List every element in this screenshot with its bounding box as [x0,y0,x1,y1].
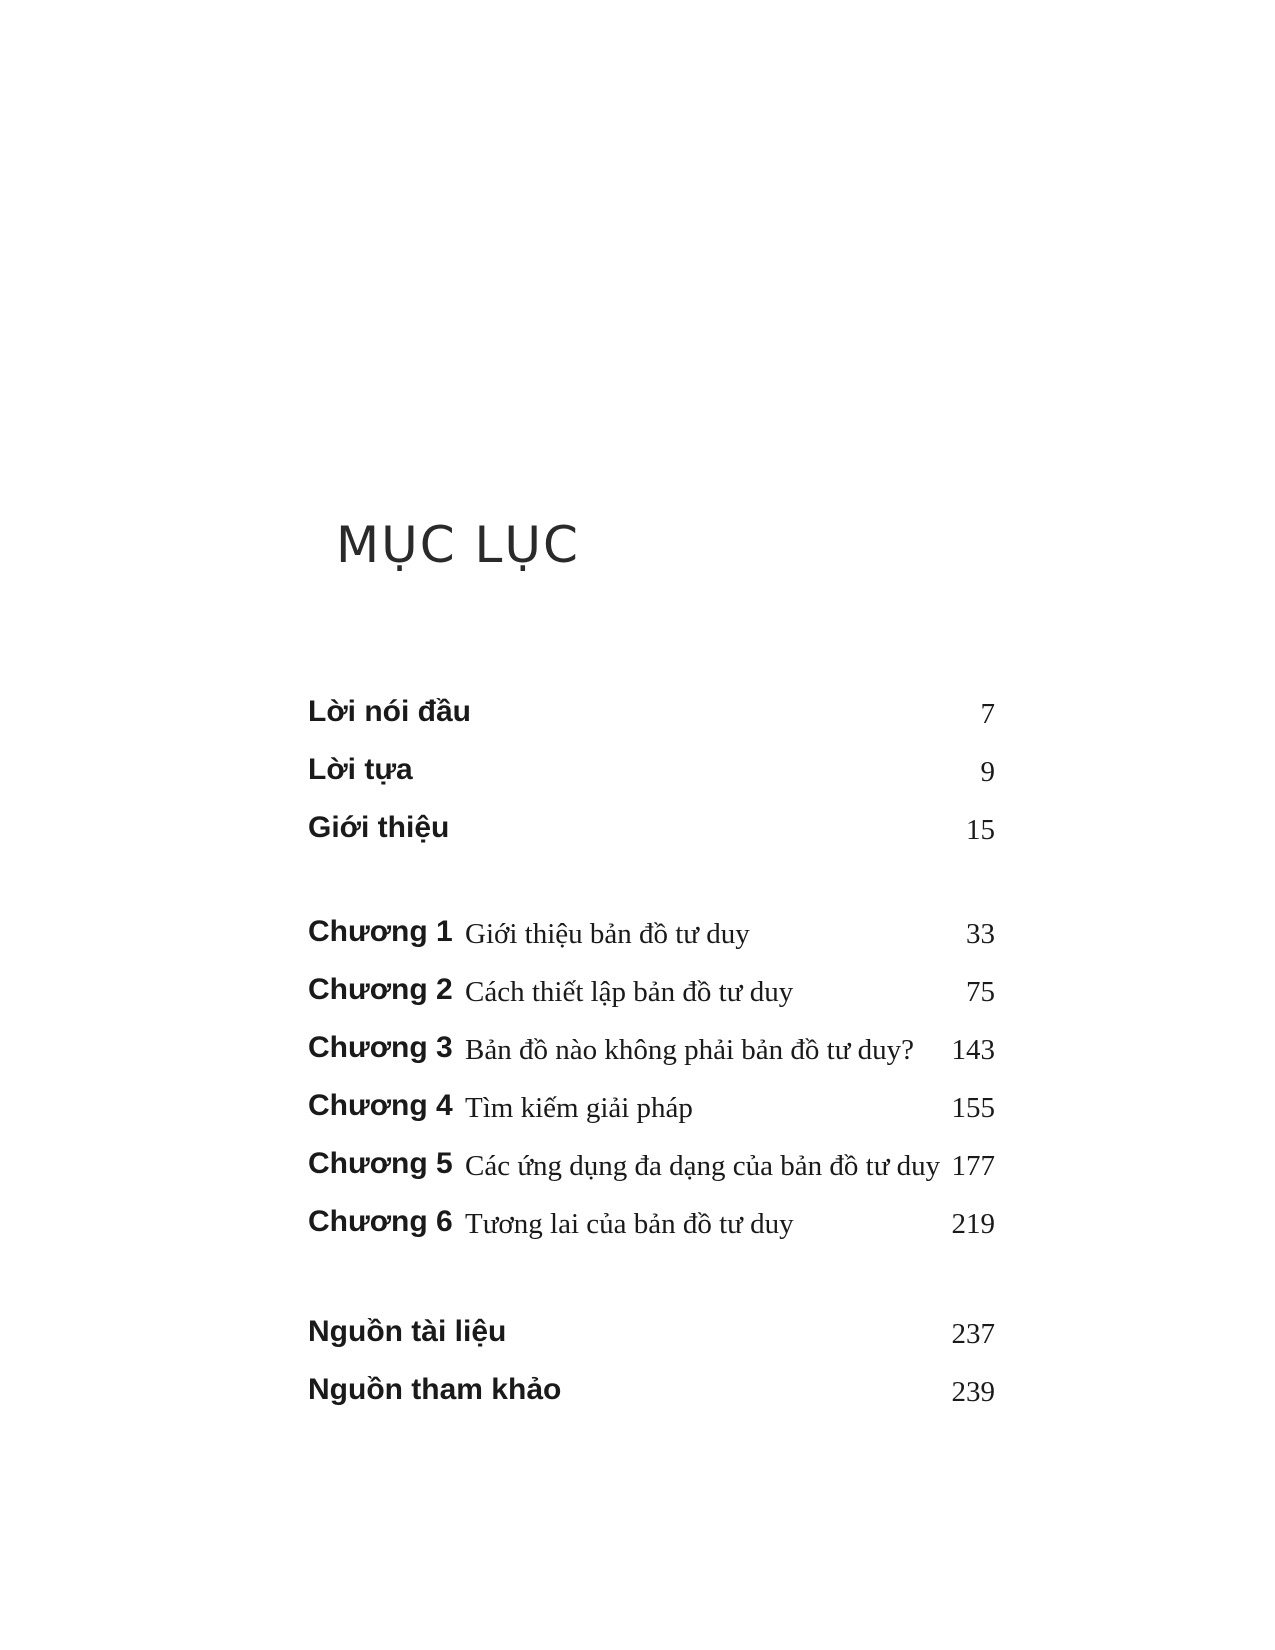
toc-page-number: 177 [951,1150,995,1182]
chapter-number: Chương 6 [308,1205,453,1238]
toc-page-number: 15 [966,814,995,846]
toc-entry-chapter-6[interactable] [308,1200,995,1244]
toc-page-number: 75 [966,976,995,1008]
toc-entry-label: Nguồn tài liệu [308,1315,507,1348]
toc-entry-introduction[interactable] [308,806,995,850]
chapter-number: Chương 4 [308,1089,453,1122]
toc-entry-resources[interactable] [308,1310,995,1354]
chapter-number: Chương 3 [308,1031,453,1064]
chapter-number: Chương 2 [308,973,453,1006]
page-title: MỤC LỤC [336,516,580,574]
toc-entry-label: Lời nói đầu [308,695,471,728]
toc-entry-chapter-3[interactable] [308,1026,995,1070]
toc-entry-chapter-1[interactable] [308,910,995,954]
chapter-title: Bản đồ nào không phải bản đồ tư duy? [465,1034,915,1066]
toc-entry-foreword[interactable] [308,748,995,792]
toc-entry-chapter-5[interactable] [308,1142,995,1186]
chapter-title: Giới thiệu bản đồ tư duy [465,918,750,950]
toc-entry-references[interactable] [308,1368,995,1412]
toc-page-number: 219 [951,1208,995,1240]
chapter-title: Cách thiết lập bản đồ tư duy [465,976,794,1008]
toc-page-number: 143 [951,1034,995,1066]
chapter-title: Các ứng dụng đa dạng của bản đồ tư duy [465,1150,941,1182]
toc-page-number: 9 [980,756,995,788]
toc-entry-label: Giới thiệu [308,811,450,844]
chapter-title: Tương lai của bản đồ tư duy [465,1208,794,1240]
toc-entry-preface[interactable] [308,690,995,734]
toc-entry-chapter-2[interactable] [308,968,995,1012]
toc-page-number: 237 [951,1318,995,1350]
chapter-number: Chương 5 [308,1147,453,1180]
toc-page-number: 155 [951,1092,995,1124]
chapter-number: Chương 1 [308,915,453,948]
toc-entry-label: Nguồn tham khảo [308,1373,562,1406]
chapter-title: Tìm kiếm giải pháp [465,1092,693,1124]
toc-entry-chapter-4[interactable] [308,1084,995,1128]
toc-page-number: 7 [980,698,995,730]
toc-page-number: 33 [966,918,995,950]
toc-entry-label: Lời tựa [308,753,413,786]
toc-page-number: 239 [951,1376,995,1408]
